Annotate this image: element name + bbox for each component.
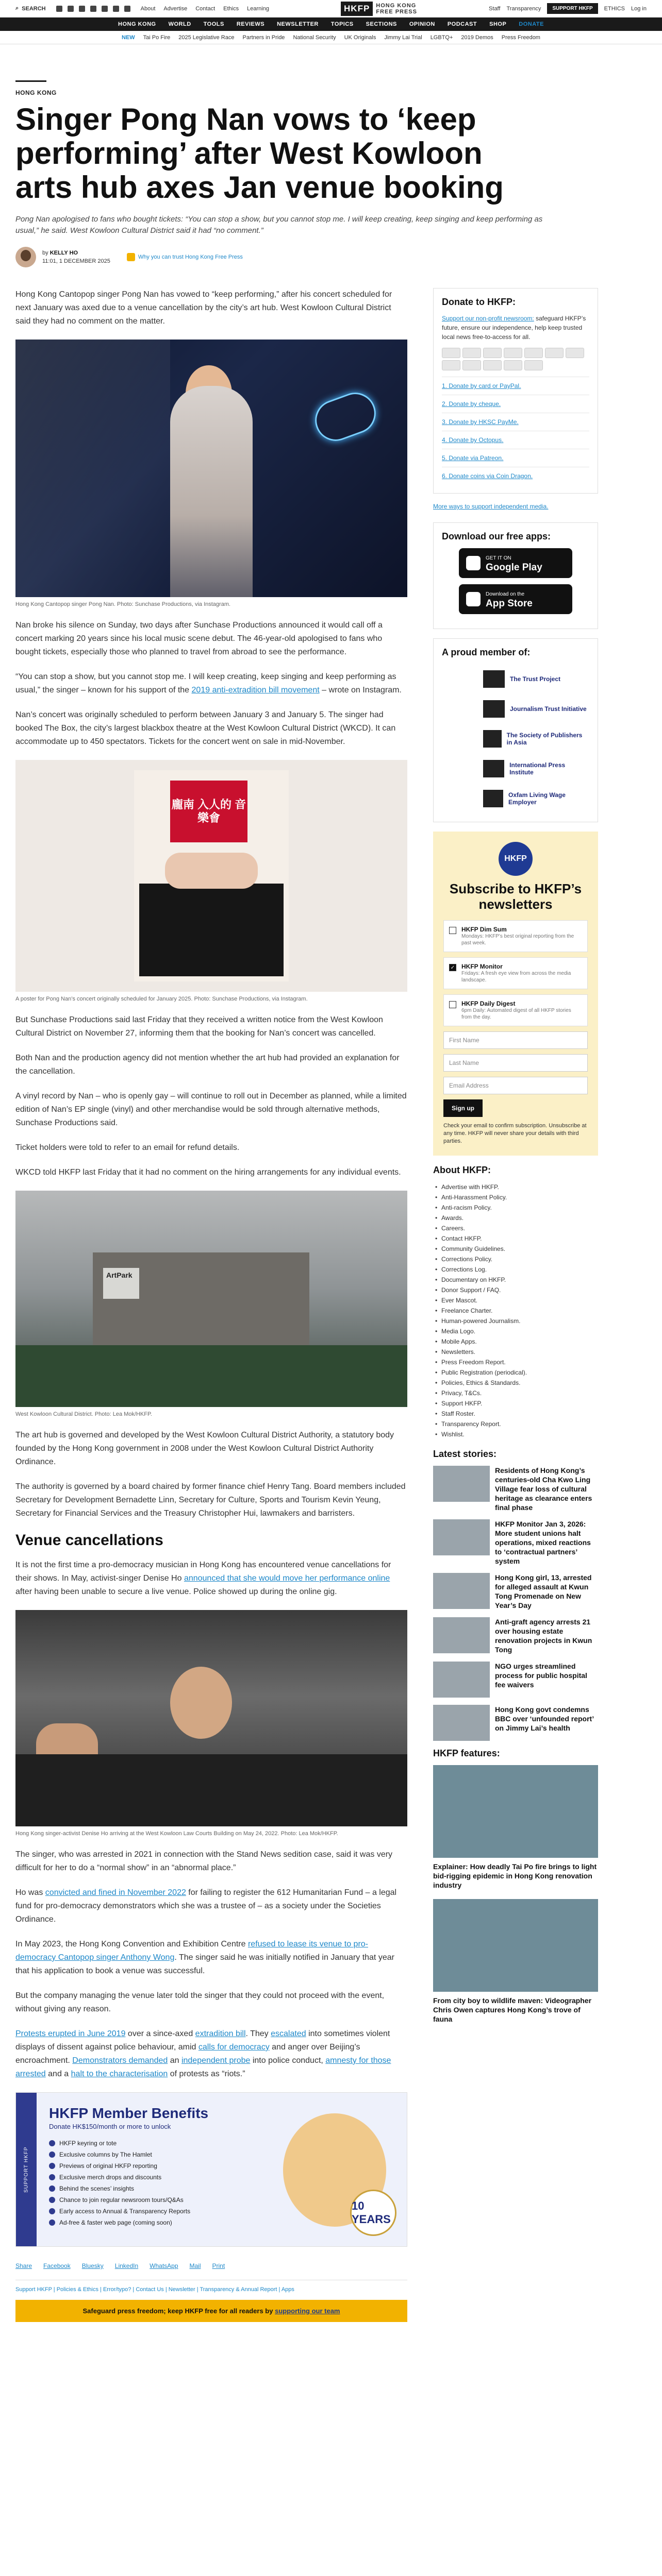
jti-logo [483,700,505,718]
member-trust-project[interactable]: The Trust Project [442,664,589,694]
content-columns [15,288,647,2322]
about-link[interactable]: • Anti-racism Policy. [433,1202,598,1213]
article-footer-links[interactable]: Support HKFP | Policies & Ethics | Error/typo? | Contact Us | Newsletter | Transparency & Annual Report | Apps [15,2280,407,2293]
caption: West Kowloon Cultural District. Photo: Lea Mok/HKFP. [15,1411,152,1417]
trust-icon [127,253,135,261]
email-field[interactable]: Email Address [443,1077,588,1094]
photo-denise-ho [15,1610,407,1826]
top-link-staff[interactable]: Staff [489,5,501,12]
feature-story[interactable] [433,1765,598,1890]
inline-link[interactable]: Demonstrators demanded [72,2056,168,2065]
feature-story[interactable] [433,1899,598,2024]
story-thumbnail[interactable] [433,1705,490,1741]
trending-item[interactable]: 2019 Demos [461,34,493,41]
hkfp-logo[interactable] [341,2,417,16]
more-ways-link[interactable]: More ways to support independent media. [433,503,549,510]
latest-story[interactable] [433,1573,598,1610]
logo-line-1: HONG KONG [376,2,417,9]
paragraph: It is not the first time a pro-democracy musician in Hong Kong has encountered venue cancellations for their shows. In May, activist-singer Denise Ho announced that she would move her performance online after having been unable to secure a live venue. Police showed up during the online gig. [15,1561,391,1596]
top-link-learning[interactable]: Learning [247,5,269,12]
share-bar [15,2262,407,2269]
youtube-icon[interactable] [90,6,96,12]
latest-title: Latest stories: [433,1449,497,1459]
by-label: by [42,250,48,256]
inline-link[interactable]: independent probe [181,2056,251,2065]
social-links [56,6,130,12]
photo-concert-poster [15,760,407,992]
about-link[interactable]: • Press Freedom Report. [433,1357,598,1367]
story-title[interactable]: Residents of Hong Kong’s centuries-old Cha Kwo Ling Village fear loss of cultural heritage as clearance enters final phase [495,1466,592,1512]
facebook-icon[interactable] [56,6,62,12]
feature-thumbnail[interactable] [433,1765,598,1858]
share-facebook[interactable]: Facebook [43,2262,71,2269]
nav-donate[interactable]: DONATE [519,21,544,27]
donate-option[interactable]: 4. Donate by Octopus. [442,431,589,449]
trending-item[interactable]: UK Originals [344,34,376,41]
trending-item[interactable]: National Security [293,34,336,41]
coin-icon [524,360,543,370]
nav-podcast[interactable]: PODCAST [447,21,477,27]
visa-icon [462,348,481,358]
nav-reviews[interactable]: REVIEWS [236,21,265,27]
paragraph: Protests erupted in June 2019 over a since-axed extradition bill. They escalated into sometimes violent displays of dissent against police behaviour, amid calls for democracy and anger over Beijing’s encroachment. Demonstrators demanded an independent probe into police conduct, amnesty for those arrested and a halt to the characterisation of protests as “riots.” [15,2029,391,2078]
search-button[interactable]: ⌕ SEARCH [15,5,46,12]
amex-icon [483,348,502,358]
payme-icon [524,348,543,358]
nav-sections[interactable]: SECTIONS [366,21,397,27]
benefit-item: Ad-free & faster web page (coming soon) [49,2217,394,2228]
about-link[interactable]: • Transparency Report. [433,1419,598,1429]
paragraph: Hong Kong Cantopop singer Pong Nan has vowed to “keep performing,” after his concert scheduled for next January was axed due to a venue cancellation by the city’s art hub. West Kowloon Cultural District said they had no comment on the matter. [15,290,392,326]
section-label[interactable]: HONG KONG [15,89,57,96]
sopa-logo [483,730,502,748]
alipay-icon [442,360,460,370]
trending-item[interactable]: Tai Po Fire [143,34,171,41]
nav-world[interactable]: WORLD [168,21,191,27]
article-body [15,288,407,2322]
donate-option[interactable]: 5. Donate via Patreon. [442,449,589,467]
about-link[interactable]: • Wishlist. [433,1429,598,1439]
feature-title[interactable]: Explainer: How deadly Tai Po fire brings to light bid-rigging epidemic in Hong Kong renovation industry [433,1862,597,1889]
newsletter-signup [433,832,598,1156]
inline-link[interactable]: announced that she would move her performance online [184,1574,390,1583]
figure-2 [15,760,407,1002]
apps-title: Download our free apps: [442,531,551,541]
about-link[interactable]: • Contact HKFP. [433,1233,598,1244]
newsletter-logo: HKFP [499,842,533,876]
about-link[interactable]: • Advertise with HKFP. [433,1182,598,1192]
about-title: About HKFP: [433,1165,491,1175]
features-list [433,1765,598,2024]
benefit-item: Behind the scenes’ insights [49,2183,394,2194]
topbar [0,0,662,18]
app-store-button[interactable]: Download on the App Store [459,584,572,614]
donate-title: Donate to HKFP: [442,297,516,307]
logo-line-2: FREE PRESS [376,8,417,15]
inline-link[interactable]: halt to the characterisation [71,2070,168,2078]
newsletter-option-dim-sum[interactable]: HKFP Dim Sum Mondays: HKFP’s best original reporting from the past week. [443,920,588,952]
caption: Hong Kong Cantopop singer Pong Nan. Photo: Sunchase Productions, via Instagram. [15,601,231,607]
sign-up-button[interactable]: Sign up [443,1099,483,1117]
story-title[interactable]: Anti-graft agency arrests 21 over housing estate renovation projects in Kwun Tong [495,1618,592,1654]
bank-icon [504,360,522,370]
newsletter-title: Subscribe to HKFP’s newsletters [449,881,582,912]
story-title[interactable]: HKFP Monitor Jan 3, 2026: More student unions halt operations, mixed reactions to ‘contractual partners’ system [495,1520,591,1565]
top-link-advertise[interactable]: Advertise [163,5,188,12]
benefit-item: Chance to join regular newsroom tours/Q&As [49,2194,394,2206]
latest-story[interactable] [433,1617,598,1654]
member-ipi[interactable]: International Press Institute [442,754,589,784]
latest-stories [433,1466,598,1741]
about-link[interactable]: • Policies, Ethics & Standards. [433,1378,598,1388]
check-icon [49,2185,55,2192]
share-linkedin[interactable]: LinkedIn [114,2262,139,2269]
google-play-icon [466,556,481,570]
author-name[interactable]: KELLY HO [49,250,78,256]
feature-thumbnail[interactable] [433,1899,598,1992]
paragraph: Nan broke his silence on Sunday, two days after Sunchase Productions announced it would call off a concert marking 20 years since his local music scene debut. The 46-year-old apologised to fans who bought tickets, especially those who planned to travel from abroad to see the performance. [15,621,383,656]
last-name-field[interactable]: Last Name [443,1054,588,1072]
story-title[interactable]: Hong Kong govt condemns BBC over ‘unfounded report’ on Jimmy Lai’s health [495,1705,594,1732]
nav-hong-kong[interactable]: HONG KONG [118,21,156,27]
about-link[interactable]: • Human-powered Journalism. [433,1316,598,1326]
about-link[interactable]: • Public Registration (periodical). [433,1367,598,1378]
fps-icon [545,348,564,358]
donate-option[interactable]: 2. Donate by cheque. [442,395,589,413]
top-right [489,3,647,14]
paragraph: Both Nan and the production agency did not mention whether the art hub had provided an explanation for the cancellation. [15,1054,400,1076]
artpark-sign: ArtPark [103,1268,139,1299]
instagram-icon[interactable] [79,6,85,12]
paragraph: But Sunchase Productions said last Friday that they received a written notice from the West Kowloon Cultural District on November 27, informing them that the booking for Nan’s concert was cancelled. [15,1015,383,1038]
donate-option[interactable]: 1. Donate by card or PayPal. [442,377,589,395]
about-list [433,1182,598,1439]
story-thumbnail[interactable] [433,1573,490,1609]
share-print[interactable]: Print [212,2262,225,2269]
inline-link[interactable]: 2019 anti-extradition bill movement [191,686,320,694]
top-link-about[interactable]: About [140,5,156,12]
octopus-icon [566,348,584,358]
paragraph: A vinyl record by Nan – who is openly gay – will continue to roll out in December as planned, while a limited edition of Nan’s EP single (vinyl) and other merchandise would be sold through alternative methods, Sunchase Productions said. [15,1092,407,1127]
trending-item[interactable]: LGBTQ+ [430,34,453,41]
figure-1 [15,340,407,607]
share-bluesky[interactable]: Bluesky [81,2262,104,2269]
share-mail[interactable]: Mail [189,2262,201,2269]
member-sopa[interactable]: The Society of Publishers in Asia [442,724,589,754]
donate-option[interactable]: 3. Donate by HKSC PayMe. [442,413,589,431]
byline [15,247,647,267]
nav-newsletter[interactable]: NEWSLETTER [277,21,319,27]
banner-spine: SUPPORT HKFP [16,2093,37,2246]
story-thumbnail[interactable] [433,1617,490,1653]
threads-icon[interactable] [102,6,108,12]
trending-item[interactable]: Jimmy Lai Trial [384,34,422,41]
paragraph: The authority is governed by a board chaired by former finance chief Henry Tang. Board members included Secretary for Development Bernadette Linn, Secretary for Culture, Sports and Tourism Kevin Yeung, Secretary for Financial Services and the Treasury Christopher Hui, lawmakers and barristers. [15,1482,406,1518]
top-link-contact[interactable]: Contact [195,5,216,12]
about-link[interactable]: • Careers. [433,1223,598,1233]
inline-link[interactable]: amnesty for those arrested [15,2056,391,2078]
newsletter-note: Check your email to confirm subscription. Unsubscribe at any time. HKFP will never share your details with third parties. [443,1123,587,1144]
title-rule [15,80,46,82]
poster-title: 龐南 入人的 音樂會 [170,781,247,842]
benefit-item: Early access to Annual & Transparency Reports [49,2206,394,2217]
member-oxfam[interactable]: Oxfam Living Wage Employer [442,784,589,814]
banner-subtitle: Donate HK$150/month or more to unlock [49,2123,171,2130]
top-link-ethics[interactable]: Ethics [223,5,239,12]
sidebar [433,288,598,2322]
paragraph: The singer, who was arrested in 2021 in connection with the Stand News sedition case, said it was very difficult for her to do a “normal show” in an “abnormal place.” [15,1850,393,1872]
trending-item[interactable]: Press Freedom [501,34,540,41]
payment-icons [442,348,589,370]
member-jti[interactable]: Journalism Trust Initiative [442,694,589,724]
donate-box: Donate to HKFP: Support our non-profit newsroom: safeguard HKFP’s future, ensure our independence, help keep trusted local news free-to-access for all. 1. Donate by card or PayPal. 2. Donate by cheque. 3. Donate by HKSC PayMe. 4. Donate by Octopus. 5. Donate via Patreon. 6. Donate coins via Coin Dragon. [433,288,598,494]
about-link[interactable]: • Staff Roster. [433,1409,598,1419]
figure-3 [15,1191,407,1417]
inline-link[interactable]: refused to lease its venue to pro-democracy Cantopop singer Anthony Wong [15,1940,368,1962]
trending-item[interactable]: Partners in Pride [242,34,285,41]
inline-link[interactable]: escalated [271,2029,306,2038]
donate-options [442,377,589,485]
trending-item[interactable]: 2025 Legislative Race [178,34,235,41]
cheque-icon [483,360,502,370]
inline-link[interactable]: convicted and fined in November 2022 [45,1888,186,1897]
linkedin-icon[interactable] [124,6,130,12]
check-icon [49,2174,55,2180]
story-thumbnail[interactable] [433,1466,490,1502]
about-link[interactable]: • Freelance Charter. [433,1306,598,1316]
paragraph: Ticket holders were told to refer to an email for refund details. [15,1143,240,1152]
donate-option[interactable]: 6. Donate coins via Coin Dragon. [442,467,589,485]
first-name-field[interactable]: First Name [443,1031,588,1049]
caption: Hong Kong singer-activist Denise Ho arriving at the West Kowloon Law Courts Building on May 24, 2022. Photo: Lea Mok/HKFP. [15,1831,338,1837]
logo-box: HKFP [341,2,373,16]
members-title: A proud member of: [442,647,531,657]
member-benefits-banner[interactable] [15,2092,407,2247]
figure-4 [15,1610,407,1837]
page [15,44,647,2322]
story-title[interactable]: Hong Kong girl, 13, arrested for alleged assault at Kwun Tong Promenade on New Year’s Day [495,1573,592,1609]
main-nav [0,18,662,31]
paragraph: Nan’s concert was originally scheduled to perform between January 3 and January 5. The singer had booked The Box, the city’s largest blackbox theatre at the West Kowloon Cultural District (WKCD). It can accommodate up to 450 spectators. Tickets for the concert went on sale in mid-November. [15,710,396,746]
article-dek: Pong Nan apologised to fans who bought tickets: “You can stop a show, but you cannot stop me. I will keep creating, keep singing and keep performing as usual,” he said. West Kowloon Cultural District said it had “no comment.” [15,215,543,235]
newsletter-option-monitor[interactable]: ✓ HKFP Monitor Fridays: A fresh eye view from across the media landscape. [443,957,588,989]
paragraph: Ho was convicted and fined in November 2022 for failing to register the 612 Humanitarian Fund – a legal fund for pro-democracy demonstrators which she was a trustee of – as a society under the Societies Ordinance. [15,1888,397,1924]
author-avatar [15,247,36,267]
check-icon [49,2197,55,2203]
checkbox[interactable] [449,1001,456,1008]
about-link[interactable]: • Donor Support / FAQ. [433,1285,598,1295]
nav-tools[interactable]: TOOLS [203,21,224,27]
about-link[interactable]: • Support HKFP. [433,1398,598,1409]
check-icon [49,2219,55,2226]
photo-pong-nan-performing [15,340,407,597]
about-link[interactable]: • Ever Mascot. [433,1295,598,1306]
about-link[interactable]: • Newsletters. [433,1347,598,1357]
paragraph: In May 2023, the Hong Kong Convention and Exhibition Centre refused to lease its venue to pro-democracy Cantopop singer Anthony Wong. The singer said he was initially notified in January that year that his application to book a venue was successful. [15,1940,394,1975]
apps-box [433,522,598,629]
top-links [141,6,269,12]
about-link[interactable]: • Media Logo. [433,1326,598,1336]
mastercard-icon [442,348,460,358]
ipi-logo [483,760,504,777]
check-icon [49,2151,55,2158]
login-link[interactable]: Log in [631,5,647,12]
oxfam-logo [483,790,503,807]
paragraph: The art hub is governed and developed by the West Kowloon Cultural District Authority, a statutory body founded by the Hong Kong government in 2008 under the West Kowloon Cultural District Authority Ordinance. [15,1431,394,1466]
ten-years-badge: 10 YEARS [350,2190,396,2236]
check-icon [49,2163,55,2169]
checkbox[interactable]: ✓ [449,964,456,971]
trust-project-logo [483,670,505,688]
article-title: Singer Pong Nan vows to ‘keep performing’ after West Kowloon arts hub axes Jan venue booking [15,102,504,205]
feature-title[interactable]: From city boy to wildlife maven: Videographer Chris Owen captures Hong Kong’s trove of fauna [433,1996,592,2023]
top-link-transparency[interactable]: Transparency [506,5,541,12]
about-link[interactable]: • Corrections Log. [433,1264,598,1275]
checkbox[interactable] [449,927,456,934]
story-title[interactable]: NGO urges streamlined process for public hospital fee waivers [495,1662,587,1689]
story-thumbnail[interactable] [433,1519,490,1555]
about-link[interactable]: • Community Guidelines. [433,1244,598,1254]
about-link[interactable]: • Anti-Harassment Policy. [433,1192,598,1202]
support-cta: Safeguard press freedom; keep HKFP free for all readers by supporting our team [15,2300,407,2322]
caption: A poster for Pong Nan’s concert originally scheduled for January 2025. Photo: Sunchase Productions, via Instagram. [15,996,308,1002]
inline-link[interactable]: Protests erupted in June 2019 [15,2029,126,2038]
about-link[interactable]: • Documentary on HKFP. [433,1275,598,1285]
check-icon [49,2208,55,2214]
benefit-item: HKFP keyring or tote [49,2138,394,2149]
search-icon: ⌕ [15,5,19,11]
share-label: Share [15,2262,32,2269]
story-thumbnail[interactable] [433,1662,490,1698]
latest-story[interactable] [433,1662,598,1698]
members-box [433,638,598,822]
patreon-icon [462,360,481,370]
paragraph: But the company managing the venue later told the singer that they could not proceed with the event, without giving any reason. [15,1991,385,2013]
google-play-button[interactable]: GET IT ON Google Play [459,548,572,578]
benefit-item: Exclusive merch drops and discounts [49,2172,394,2183]
features-title: HKFP features: [433,1748,500,1758]
latest-story[interactable] [433,1466,598,1512]
trending-bar [0,31,662,44]
about-link[interactable]: • Mobile Apps. [433,1336,598,1347]
benefit-item: Previews of original HKFP reporting [49,2160,394,2172]
benefit-item: Exclusive columns by The Hamlet [49,2149,394,2160]
banner-title: HKFP Member Benefits [49,2105,209,2121]
donate-link[interactable]: Support our non-profit newsroom: [442,315,534,322]
bluesky-icon[interactable] [113,6,119,12]
new-label: NEW [122,34,135,41]
latest-story[interactable] [433,1519,598,1566]
share-whatsapp[interactable]: WhatsApp [150,2262,178,2269]
newsletter-option-daily-digest[interactable]: HKFP Daily Digest 6pm Daily: Automated digest of all HKFP stories from the day. [443,994,588,1026]
inline-link[interactable]: calls for democracy [198,2043,270,2052]
ethics-link[interactable]: ETHICS [604,5,625,12]
about-link[interactable]: • Corrections Policy. [433,1254,598,1264]
subheading: Venue cancellations [15,1532,163,1549]
check-icon [49,2140,55,2146]
nav-opinion[interactable]: OPINION [409,21,435,27]
neon-sign [309,387,382,447]
about-link[interactable]: • Privacy, T&Cs. [433,1388,598,1398]
support-cta-link[interactable]: supporting our team [275,2307,340,2315]
trust-link[interactable]: Why you can trust Hong Kong Free Press [127,253,243,261]
paragraph: “You can stop a show, but you cannot stop me. I will keep creating, keep singing and keep performing as usual,” the singer – known for his support of the 2019 anti-extradition bill movement – wrote on Instagram. [15,672,402,694]
photo-west-kowloon [15,1191,407,1407]
latest-story[interactable] [433,1705,598,1741]
paragraph: WKCD told HKFP last Friday that it had no comment on the hiring arrangements for any individual events. [15,1168,401,1177]
apple-icon [466,592,481,606]
inline-link[interactable]: extradition bill [195,2029,246,2038]
x-icon[interactable] [68,6,74,12]
nav-topics[interactable]: TOPICS [330,21,354,27]
about-link[interactable]: • Awards. [433,1213,598,1223]
nav-shop[interactable]: SHOP [489,21,507,27]
paypal-icon [504,348,522,358]
article-date: 11:01, 1 DECEMBER 2025 [42,258,110,264]
support-hkfp-button[interactable]: SUPPORT HKFP [547,3,598,14]
